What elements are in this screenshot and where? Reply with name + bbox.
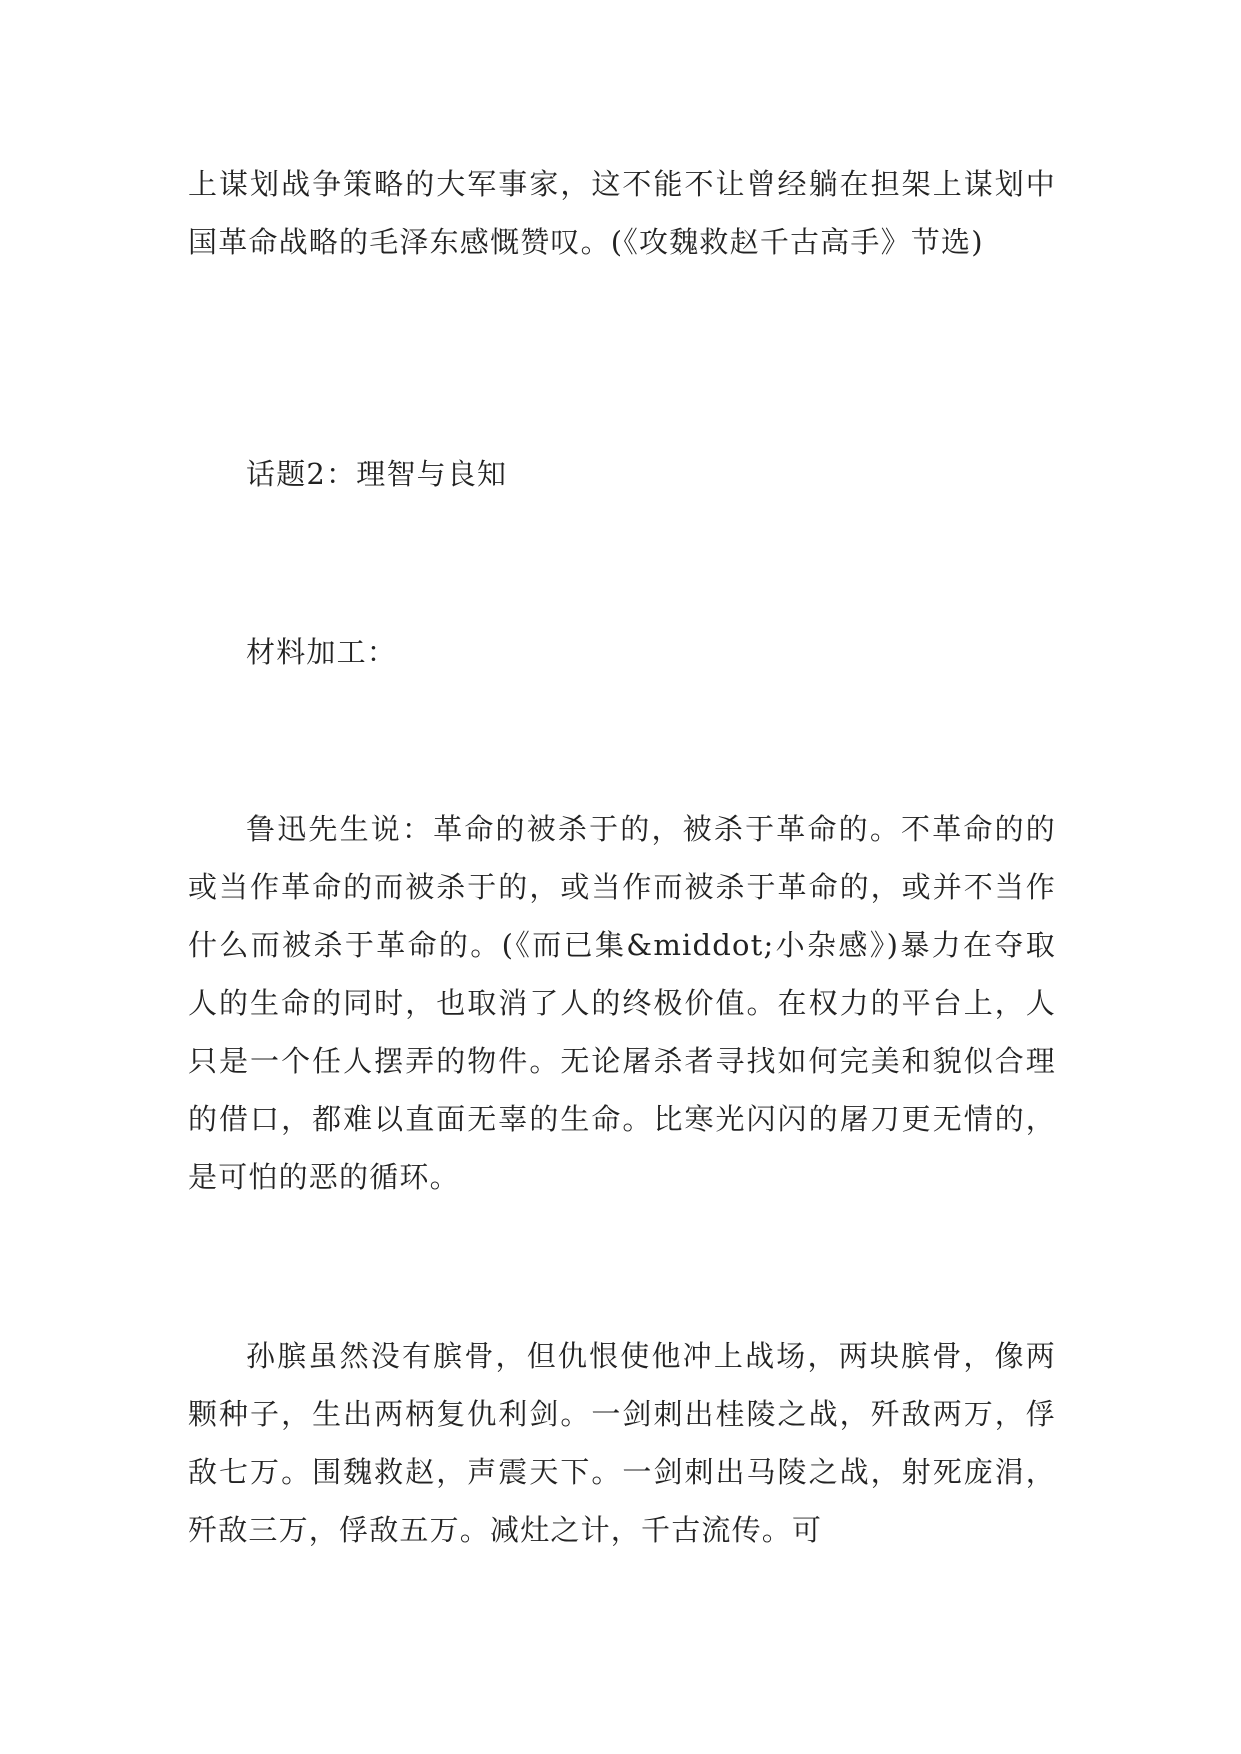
paragraph-continuation: 上谋划战争策略的大军事家，这不能不让曾经躺在担架上谋划中国革命战略的毛泽东感慨赞叹。(《攻魏救赵千古高手》节选) xyxy=(188,167,1056,259)
material-heading: 材料加工： xyxy=(246,635,398,669)
paragraph-sunbin: 孙膑虽然没有膑骨，但仇恨使他冲上战场，两块膑骨，像两颗种子，生出两柄复仇利剑。一剑刺出桂陵之战，歼敌两万，俘敌七万。围魏救赵，声震天下。一剑刺出马陵之战，射死庞涓，歼敌三万，俘敌五万。减灶之计，千古流传。可 xyxy=(188,1339,1056,1547)
topic-heading: 话题2：理智与良知 xyxy=(246,457,508,491)
paragraph-luxun: 鲁迅先生说：革命的被杀于的，被杀于革命的。不革命的的或当作革命的而被杀于的，或当作而被杀于革命的，或并不当作什么而被杀于革命的。(《而已集&middot;小杂感》)暴力在夺取人的生命的同时，也取消了人的终极价值。在权力的平台上，人只是一个任人摆弄的物件。无论屠杀者寻找如何完美和貌似合理的借口，都难以直面无辜的生命。比寒光闪闪的屠刀更无情的，是可怕的恶的循环。 xyxy=(188,812,1056,1194)
